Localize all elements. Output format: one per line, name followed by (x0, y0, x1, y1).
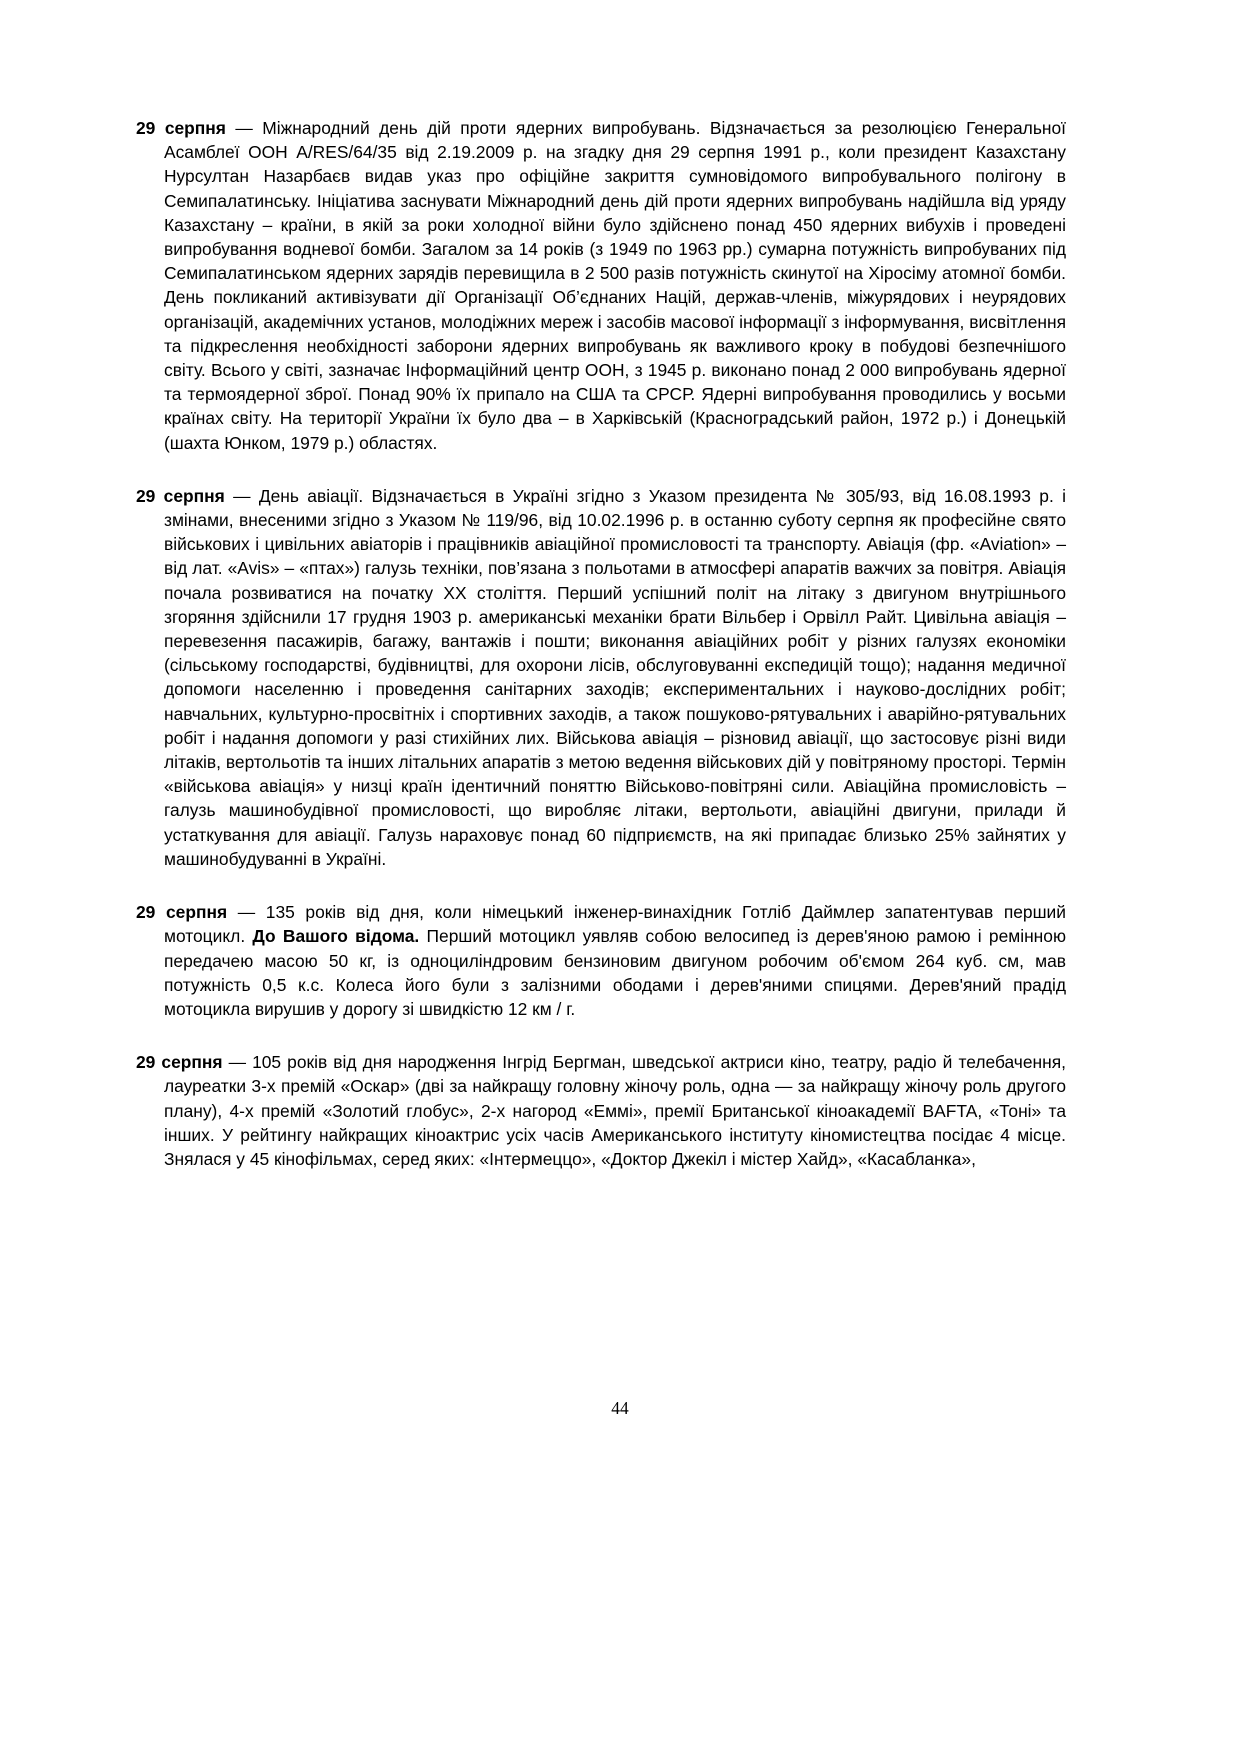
entry-text-continued: Перший мотоцикл уявляв собою велосипед із дерев'яною рамою і ремінною передачею масою 50 кг, із одноциліндровим бензиновим двигуном робочим об'ємом 264 куб. см, мав потужність 0,5 к.с. Колеса його були з залізними ободами і дерев'яними спицями. Дерев'яний прадід мотоцикла вирушив у дорогу зі швидкістю 12 км / г. (164, 926, 1067, 1019)
entry-date: 29 серпня (136, 485, 225, 506)
entry-text: — День авіації. Відзначається в Україні згідно з Указом президента № 305/93, від 16.08.1993 р. і змінами, внесеними згідно з Указом № 119/96, від 10.02.1996 р. в останню суботу серпня як професійне свято військових і цивільних авіаторів і працівників авіаційної промисловості та транспорту. Авіація (фр. «Aviation» – від лат. «Avis» – «птах») галузь техніки, пов’язана з польотами в атмосфері апаратів важчих за повітря. Авіація почала розвиватися на початку XX століття. Перший успішний політ на літаку з двигуном внутрішнього згоряння здійснили 17 грудня 1903 р. американські механіки брати Вільбер і Орвілл Райт. Цивільна авіація – перевезення пасажирів, багажу, вантажів і пошти; виконання авіаційних робіт у різних галузях економіки (сільському господарстві, будівництві, для охорони лісів, обслуговуванні експедицій тощо); надання медичної допомоги населенню і проведення санітарних заходів; експериментальних і науково-дослідних робіт; навчальних, культурно-просвітніх і спортивних заходів, а також пошуково-рятувальних і аварійно-рятувальних робіт і надання допомоги у разі стихійних лих. Військова авіація – різновид авіації, що застосовує різні види літаків, вертольотів та інших літальних апаратів з метою ведення військових дій у повітряному просторі. Термін «військова авіація» у низці країн ідентичний поняттю Військово-повітряні сили. Авіаційна промисловість – галузь машинобудівної промисловості, що виробляє літаки, вертольоти, авіаційні двигуни, прилади й устаткування для авіації. Галузь нараховує понад 60 підприємств, на які припадає близько 25% зайнятих у машинобудуванні в Україні. (164, 485, 1066, 869)
calendar-entry-ingrid-bergman (136, 1050, 1066, 1171)
document-page (136, 116, 1066, 1200)
entry-text: — 105 років від дня народження Інгрід Бергман, шведської актриси кіно, театру, радіо й телебачення, лауреатки 3-х премій «Оскар» (дві за найкращу головну жіночу роль, одна — за найкращу жіночу роль другого плану), 4-х премій «Золотий глобус», 2-х нагород «Еммі», премії Британської кіноакадемії BAFTA, «Тоні» та інших. У рейтингу найкращих кіноактрис усіх часів Американського інституту кіномистецтва посідає 4 місце. Знялася у 45 кінофільмах, серед яких: «Інтермеццо», «Доктор Джекіл і містер Хайд», «Касабланка», (164, 1052, 1066, 1169)
entry-text: — Міжнародний день дій проти ядерних випробувань. Відзначається за резолюцією Генеральної Асамблеї ООН A/RES/64/35 від 2.19.2009 р. на згадку дня 29 серпня 1991 р., коли президент Казахстану Нурсултан Назарбаєв видав указ про офіційне закриття сумновідомого випробувального полігону в Семипалатинську. Ініціатива заснувати Міжнародний день дій проти ядерних випробувань надійшла від уряду Казахстану – країни, в якій за роки холодної війни було здійснено понад 450 ядерних вибухів і проведені випробування водневої бомби. Загалом за 14 років (з 1949 по 1963 рр.) сумарна потужність випробуваних під Семипалатинськом ядерних зарядів перевищила в 2 500 разів потужність скинутої на Хіросіму атомної бомби. День покликаний активізувати дії Організації Об’єднаних Націй, держав-членів, міжурядових і неурядових організацій, академічних установ, молодіжних мереж і засобів масової інформації з інформування, висвітлення та підкреслення необхідності заборони ядерних випробувань як важливого кроку в побудові безпечнішого світу. Всього у світі, зазначає Інформаційний центр ООН, з 1945 р. виконано понад 2 000 випробувань ядерної та термоядерної зброї. Понад 90% їх припало на США та СРСР. Ядерні випробування проводились у восьми країнах світу. На території України їх було два – в Харківській (Красноградський район, 1972 р.) і Донецькій (шахта Юнком, 1979 р.) областях. (164, 118, 1066, 453)
calendar-entry-aviation-day (136, 484, 1066, 871)
entry-date: 29 серпня (136, 118, 226, 138)
entry-date: 29 серпня (136, 902, 228, 923)
entry-text: — 135 років від дня, коли німецький інженер-винахідник Готліб Даймлер запатентував перший мотоцикл. (164, 902, 1066, 947)
entry-date: 29 серпня (136, 1052, 223, 1073)
page-number: 44 (611, 1398, 629, 1418)
calendar-entry-motorcycle (136, 900, 1066, 1021)
entry-note-heading: До Вашого відома. (252, 926, 420, 947)
calendar-entry-nuclear-tests (136, 116, 1066, 455)
